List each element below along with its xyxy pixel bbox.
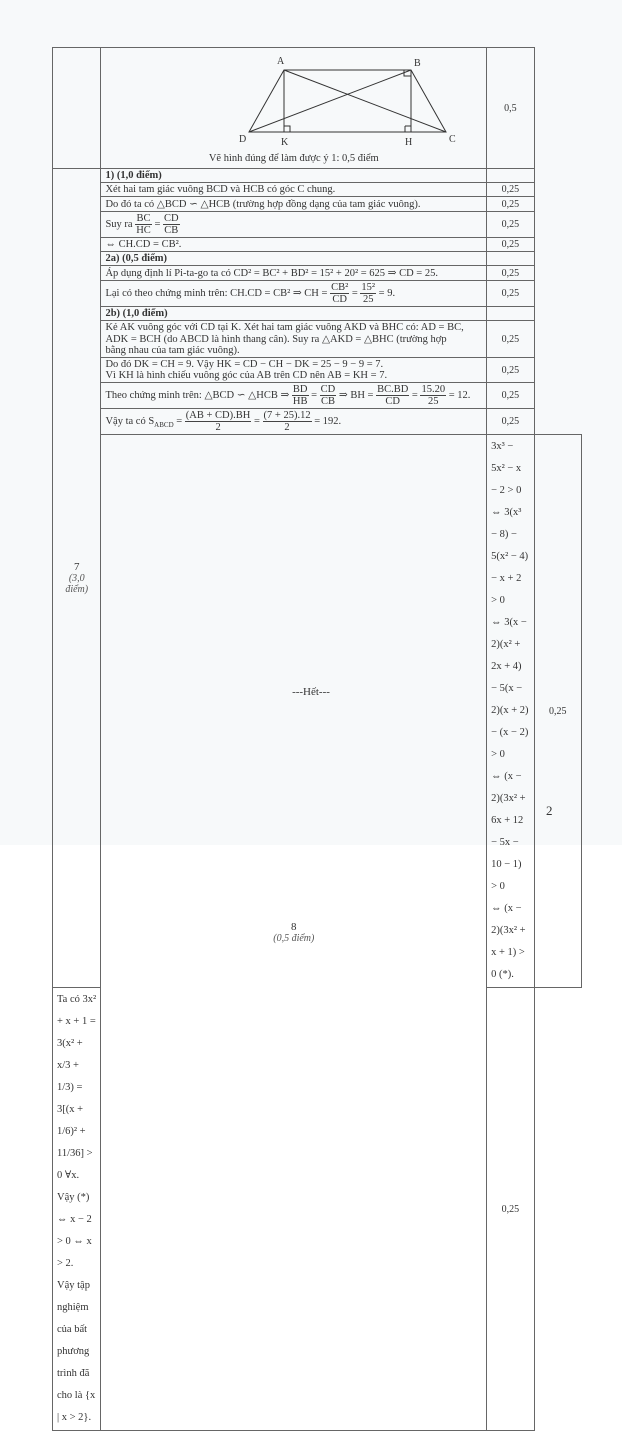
figure-row	[53, 48, 582, 169]
solution-line: Vậy ta có $S_{ABCD}$ = $\frac{(AB + CD).BH}{2}$ = $\frac{(7 + 25).12}{2}$ = 192.	[101, 409, 487, 435]
trapezoid-outline	[249, 70, 446, 132]
score: 0,25	[487, 238, 534, 252]
solution-block: Ta có 3x² + x + 1 = 3(x² + x/3 + 1/3) = 3[(x + 1/6)² + 11/36] > 0 ∀x. Vậy (*) ⇔ x − 2 > 0 ⇔ x > 2. Vậy tập nghiệm của bất phương trình đã cho là {x | x > 2}.	[53, 988, 101, 1431]
score: 0,25	[487, 212, 534, 238]
question-7-label	[53, 169, 101, 988]
label-d: D	[239, 134, 247, 145]
score: 0,5	[487, 48, 534, 169]
question-points: (3,0 điểm)	[65, 573, 89, 596]
score: 0,25	[487, 383, 534, 409]
solution-line: Suy ra $\frac{BC}{HC}$ = $\frac{CD}{CB}$	[101, 212, 487, 238]
part-header: 2a) (0,5 điểm)	[101, 252, 487, 266]
table-row	[53, 183, 582, 197]
table-row	[53, 281, 582, 307]
trapezoid-figure	[101, 48, 554, 148]
score: 0,25	[487, 988, 534, 1431]
table-row	[53, 409, 582, 435]
question-points: (0,5 điểm)	[273, 933, 315, 945]
solution-line: Lại có theo chứng minh trên: CH.CD = CB² ⇒ CH = $\frac{\text{CB²}}{CD}$ = $\frac{\text{15²}}{25}$ = 9.	[101, 281, 487, 307]
label-b: B	[414, 58, 422, 69]
table-row	[53, 435, 582, 988]
score: 0,25	[534, 435, 581, 988]
part-header: 1) (1,0 điểm)	[101, 169, 487, 183]
part-header: 2b) (1,0 điểm)	[101, 307, 487, 321]
table-row	[53, 383, 582, 409]
solution-line: Theo chứng minh trên: △BCD ∽ △HCB ⇒ $\frac{BD}{HB}$ = $\frac{CD}{CB}$ ⇒ BH = $\frac{BC.BD}{CD}$ = $\frac{15.20}{25}$ = 12.	[101, 383, 487, 409]
figure-cell	[101, 48, 487, 169]
label-a: A	[277, 56, 285, 67]
question-number: 7	[73, 561, 80, 574]
diagonal-ac	[284, 70, 446, 132]
score: 0,25	[487, 197, 534, 212]
figure-caption: Vẽ hình đúng để làm được ý 1: 0,5 điểm	[208, 153, 379, 164]
solution-block: 3x³ − 5x² − x − 2 > 0 ⇔ 3(x³ − 8) − 5(x² − 4) − x + 2 > 0 ⇔ 3(x − 2)(x² + 2x + 4) − 5(x − 2)(x + 2) − (x − 2) > 0 ⇔ (x − 2)(3x² + 6x + 12 − 5x − 10 − 1) > 0 ⇔ (x − 2)(3x² + x + 1) > 0 (*).	[487, 435, 534, 988]
end-marker: ---Hết---	[292, 686, 330, 698]
solution-line: ⇔ CH.CD = CB².	[101, 238, 487, 252]
solution-line: Do đó ta có △BCD ∽ △HCB (trường hợp đồng dạng của tam giác vuông).	[101, 197, 487, 212]
label-h: H	[405, 137, 413, 148]
score: 0,25	[487, 409, 534, 435]
solution-line: Do đó DK = CH = 9. Vậy HK = CD − CH − DK = 25 − 9 − 9 = 7. Vì KH là hình chiếu vuông góc của AB trên CD nên AB = KH = 7.	[101, 358, 487, 383]
solution-line: Xét hai tam giác vuông BCD và HCB có góc C chung.	[101, 183, 487, 197]
page-number: 2	[546, 803, 553, 818]
answer-table	[52, 47, 582, 1431]
table-row	[53, 197, 582, 212]
score: 0,25	[487, 266, 534, 281]
right-angle-k	[284, 126, 290, 132]
table-row	[53, 321, 582, 358]
label-k: K	[281, 137, 289, 148]
table-row	[53, 358, 582, 383]
question-number: 8	[291, 921, 297, 934]
question-8-label	[101, 435, 487, 1431]
score: 0,25	[487, 358, 534, 383]
score: 0,25	[487, 321, 534, 358]
solution-line: Kẻ AK vuông góc với CD tại K. Xét hai tam giác vuông AKD và BHC có: AD = BC, ADK = BCH (do ABCD là hình thang cân). Suy ra △AKD = △BHC (trường hợp bằng nhau của tam giác vuông).	[101, 321, 487, 358]
solution-line: Áp dụng định lí Pi-ta-go ta có CD² = BC² + BD² = 15² + 20² = 625 ⇒ CD = 25.	[101, 266, 487, 281]
score: 0,25	[487, 183, 534, 197]
label-c: C	[449, 134, 457, 145]
score: 0,25	[487, 281, 534, 307]
table-row	[53, 238, 582, 252]
table-row	[53, 266, 582, 281]
diagonal-bd	[249, 70, 411, 132]
table-row	[53, 212, 582, 238]
